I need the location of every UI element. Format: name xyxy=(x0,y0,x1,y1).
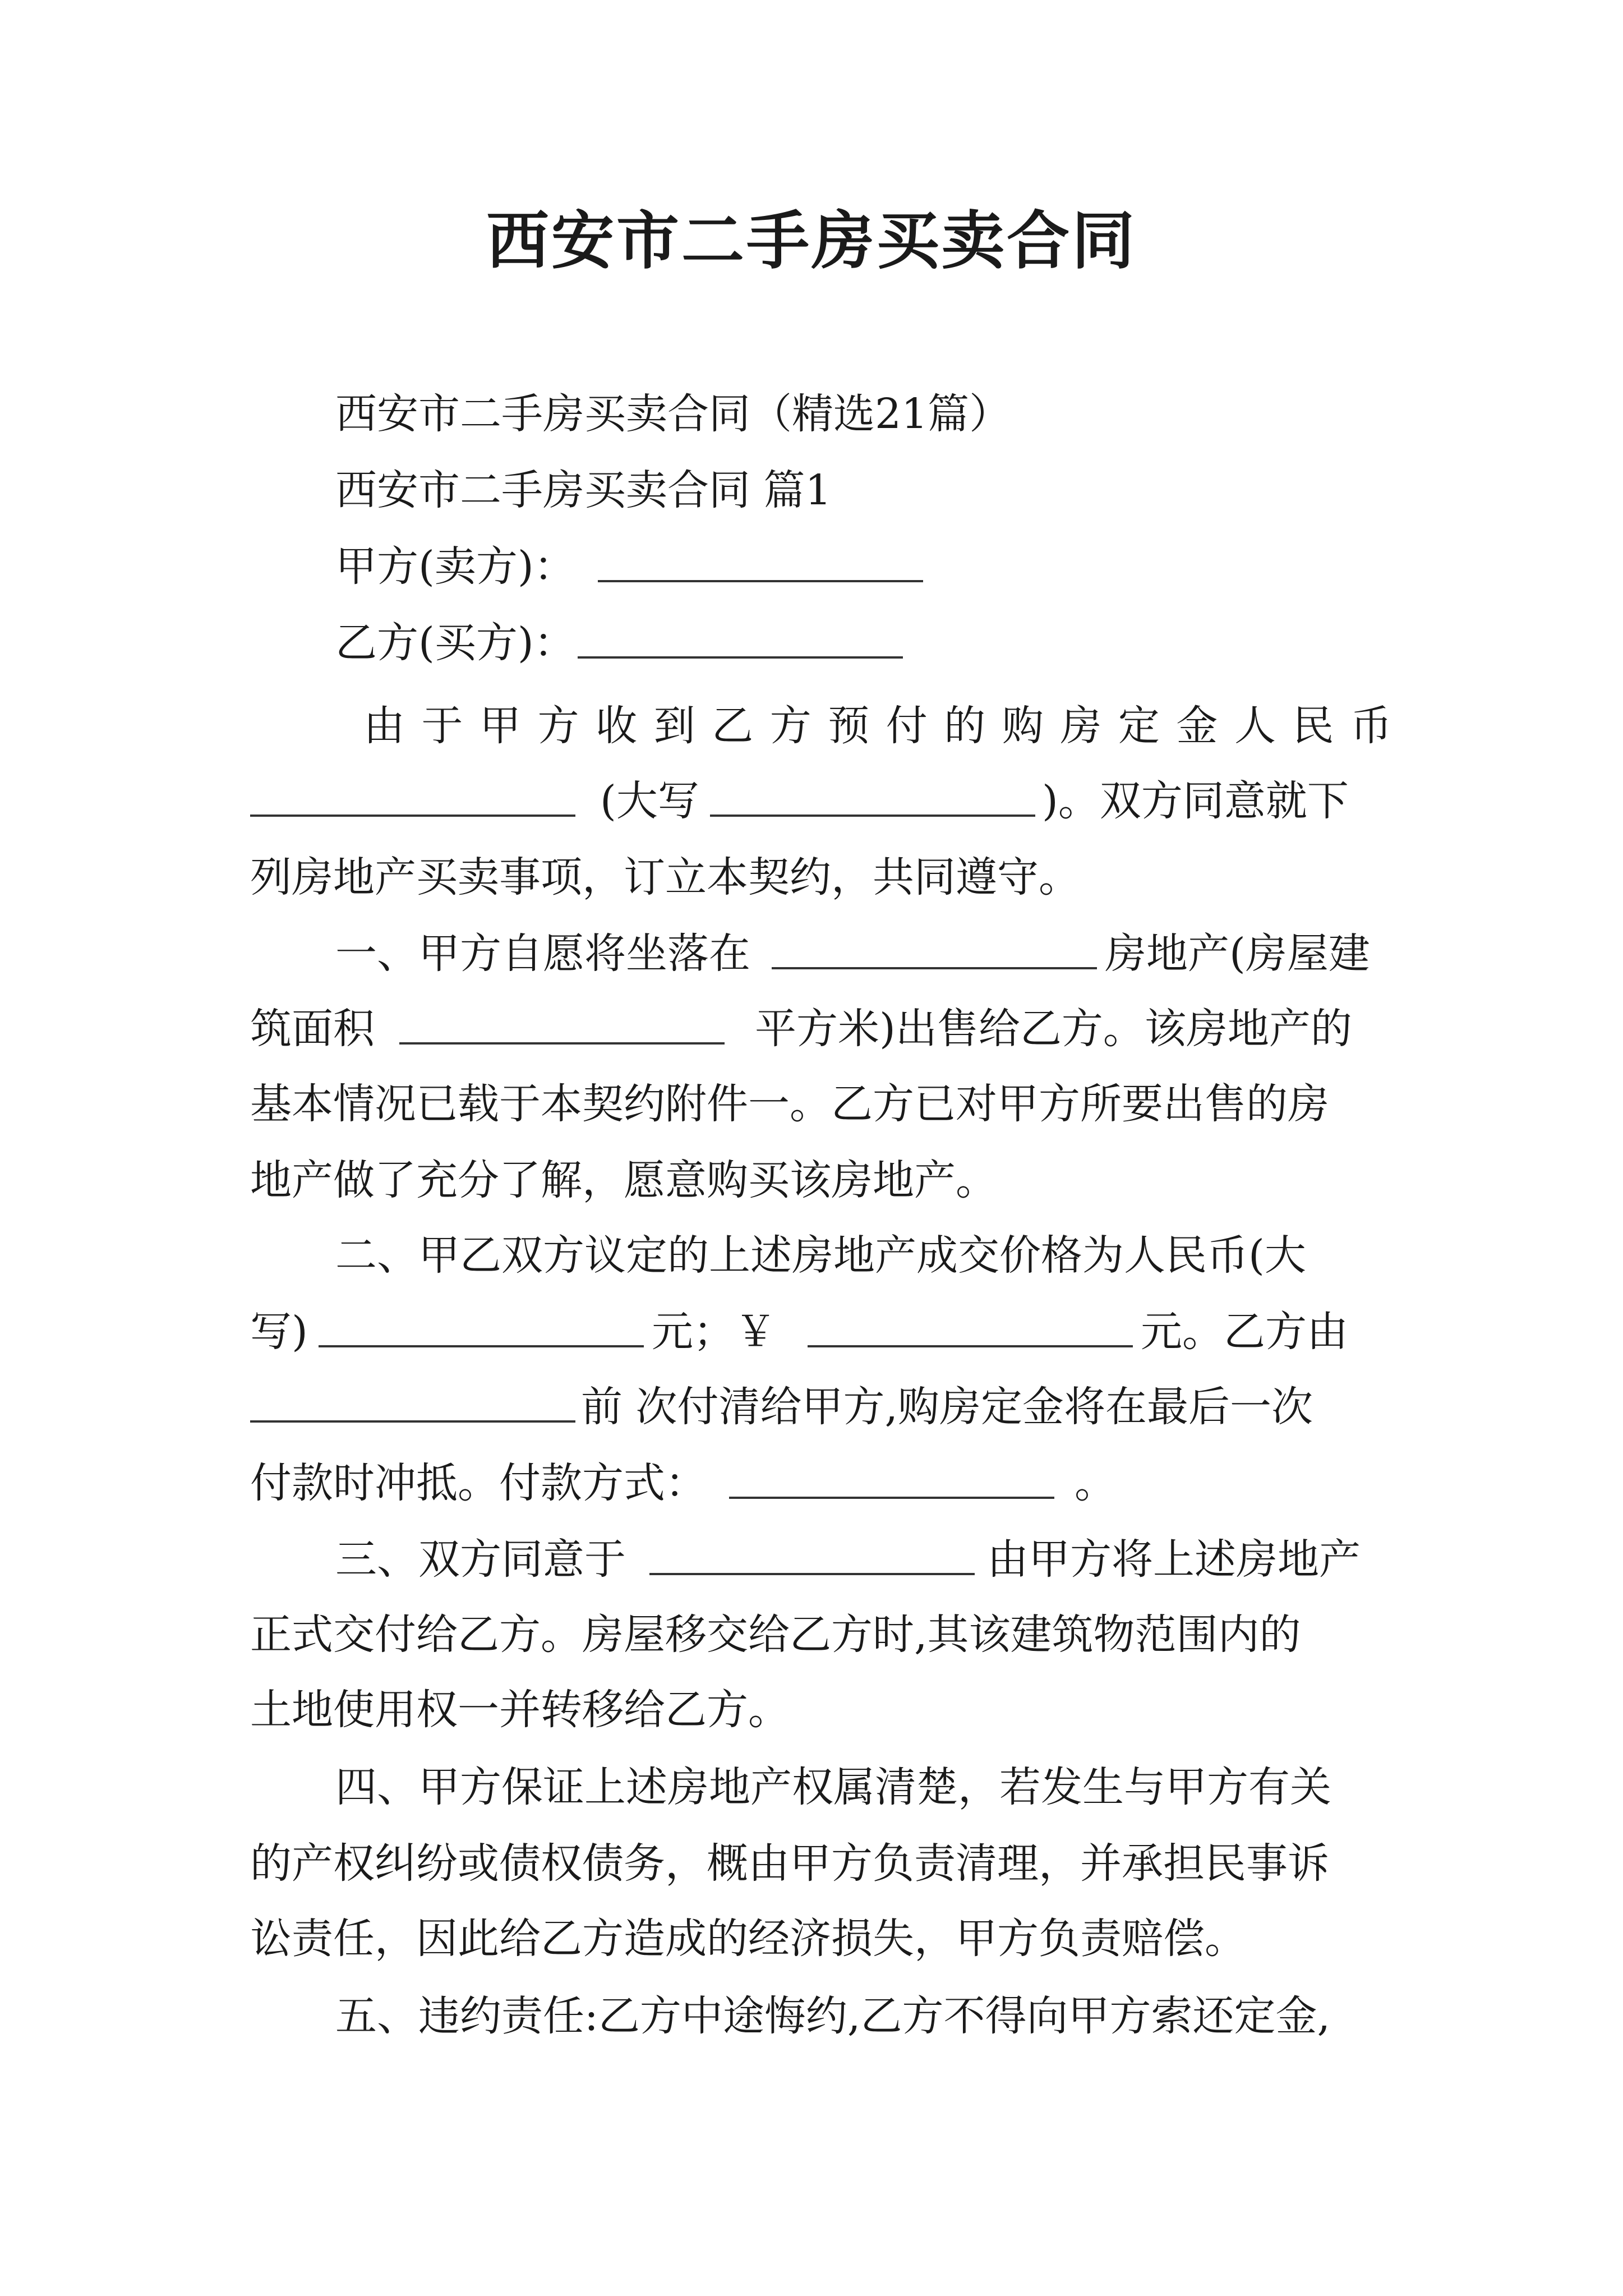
party-a-label: 甲方(卖方)： xyxy=(335,542,575,591)
preamble-text-2a: (大写 xyxy=(600,777,699,825)
party-b-line xyxy=(0,605,1623,681)
price-numeric-blank xyxy=(808,1345,1133,1347)
party-a-blank xyxy=(598,580,923,582)
section-heading: 西安市二手房买卖合同 篇1 xyxy=(335,466,832,514)
clause4-text-1: 四、甲方保证上述房地产权属清楚，若发生与甲方有关 xyxy=(335,1763,1331,1811)
clause1-line-2 xyxy=(0,991,1623,1067)
clause2-line-1 xyxy=(0,1217,1623,1294)
deposit-amount-blank xyxy=(250,815,575,817)
clause1-text-3: 基本情况已载于本契约附件一。乙方已对甲方所要出售的房 xyxy=(250,1080,1329,1128)
clause4-line-3 xyxy=(0,1901,1623,1977)
clause5-line-1 xyxy=(0,1978,1623,2054)
party-b-label: 乙方(买方)： xyxy=(335,619,575,667)
clause3-text-1b: 由甲方将上述房地产 xyxy=(987,1535,1361,1584)
clause2-line-4 xyxy=(0,1445,1623,1521)
clause1-text-1b: 房地产(房屋建 xyxy=(1105,930,1370,978)
clause1-line-3 xyxy=(0,1066,1623,1142)
clause1-line-1 xyxy=(0,915,1623,992)
clause4-text-2: 的产权纠纷或债权债务，概由甲方负责清理，并承担民事诉 xyxy=(250,1839,1329,1888)
clause2-text-1: 二、甲乙双方议定的上述房地产成交价格为人民币(大 xyxy=(335,1231,1306,1280)
preamble-text-1: 由于甲方收到乙方预付的购房定金人民币 xyxy=(363,702,1392,750)
clause2-text-4a: 付款时冲抵。付款方式： xyxy=(250,1459,707,1507)
clause1-text-4: 地产做了充分了解，愿意购买该房地产。 xyxy=(250,1156,997,1204)
clause1-text-2b: 平方米)出售给乙方。该房地产的 xyxy=(755,1005,1352,1053)
payment-date-blank xyxy=(250,1420,575,1423)
deposit-uppercase-blank xyxy=(710,815,1035,817)
clause2-text-4b: 。 xyxy=(1075,1459,1116,1507)
party-b-blank xyxy=(578,656,903,659)
property-location-blank xyxy=(772,967,1097,969)
document-title: 西安市二手房买卖合同 xyxy=(486,204,1137,278)
preamble-text-3: 列房地产买卖事项，订立本契约，共同遵守。 xyxy=(250,853,1080,901)
preamble-line-2 xyxy=(0,763,1623,839)
clause3-text-2: 正式交付给乙方。房屋移交给乙方时,其该建筑物范围内的 xyxy=(250,1611,1301,1659)
preamble-line-3 xyxy=(0,839,1623,915)
preamble-text-2b: )。双方同意就下 xyxy=(1042,777,1349,825)
clause1-text-2a: 筑面积 xyxy=(250,1005,375,1053)
clause4-line-1 xyxy=(0,1749,1623,1825)
clause3-text-1a: 三、双方同意于 xyxy=(335,1535,626,1584)
clause3-line-1 xyxy=(0,1521,1623,1598)
heading-line xyxy=(0,452,1623,528)
subtitle-line xyxy=(0,376,1623,452)
clause3-line-3 xyxy=(0,1672,1623,1748)
preamble-line-1 xyxy=(0,688,1623,764)
clause5-text-1: 五、违约责任:乙方中途悔约,乙方不得向甲方索还定金, xyxy=(335,1992,1330,2040)
clause1-line-4 xyxy=(0,1142,1623,1218)
clause3-text-3: 土地使用权一并转移给乙方。 xyxy=(250,1686,790,1734)
clause4-text-3: 讼责任，因此给乙方造成的经济损失，甲方负责赔偿。 xyxy=(250,1915,1246,1963)
clause2-line-2 xyxy=(0,1294,1623,1370)
building-area-blank xyxy=(399,1042,725,1045)
clause2-text-2c: 元。乙方由 xyxy=(1141,1308,1348,1356)
clause2-line-3 xyxy=(0,1369,1623,1445)
clause3-line-2 xyxy=(0,1596,1623,1673)
price-uppercase-blank xyxy=(319,1345,644,1347)
clause4-line-2 xyxy=(0,1825,1623,1902)
clause1-text-1a: 一、甲方自愿将坐落在 xyxy=(335,930,750,978)
delivery-date-blank xyxy=(649,1573,975,1575)
subtitle: 西安市二手房买卖合同（精选21篇） xyxy=(335,390,1011,438)
party-a-line xyxy=(0,528,1623,605)
clause2-text-2a: 写) xyxy=(250,1308,308,1356)
clause2-text-2b: 元；￥ xyxy=(652,1308,776,1356)
payment-method-blank xyxy=(729,1497,1054,1499)
clause2-text-3: 前 次付清给甲方,购房定金将在最后一次 xyxy=(581,1383,1313,1431)
